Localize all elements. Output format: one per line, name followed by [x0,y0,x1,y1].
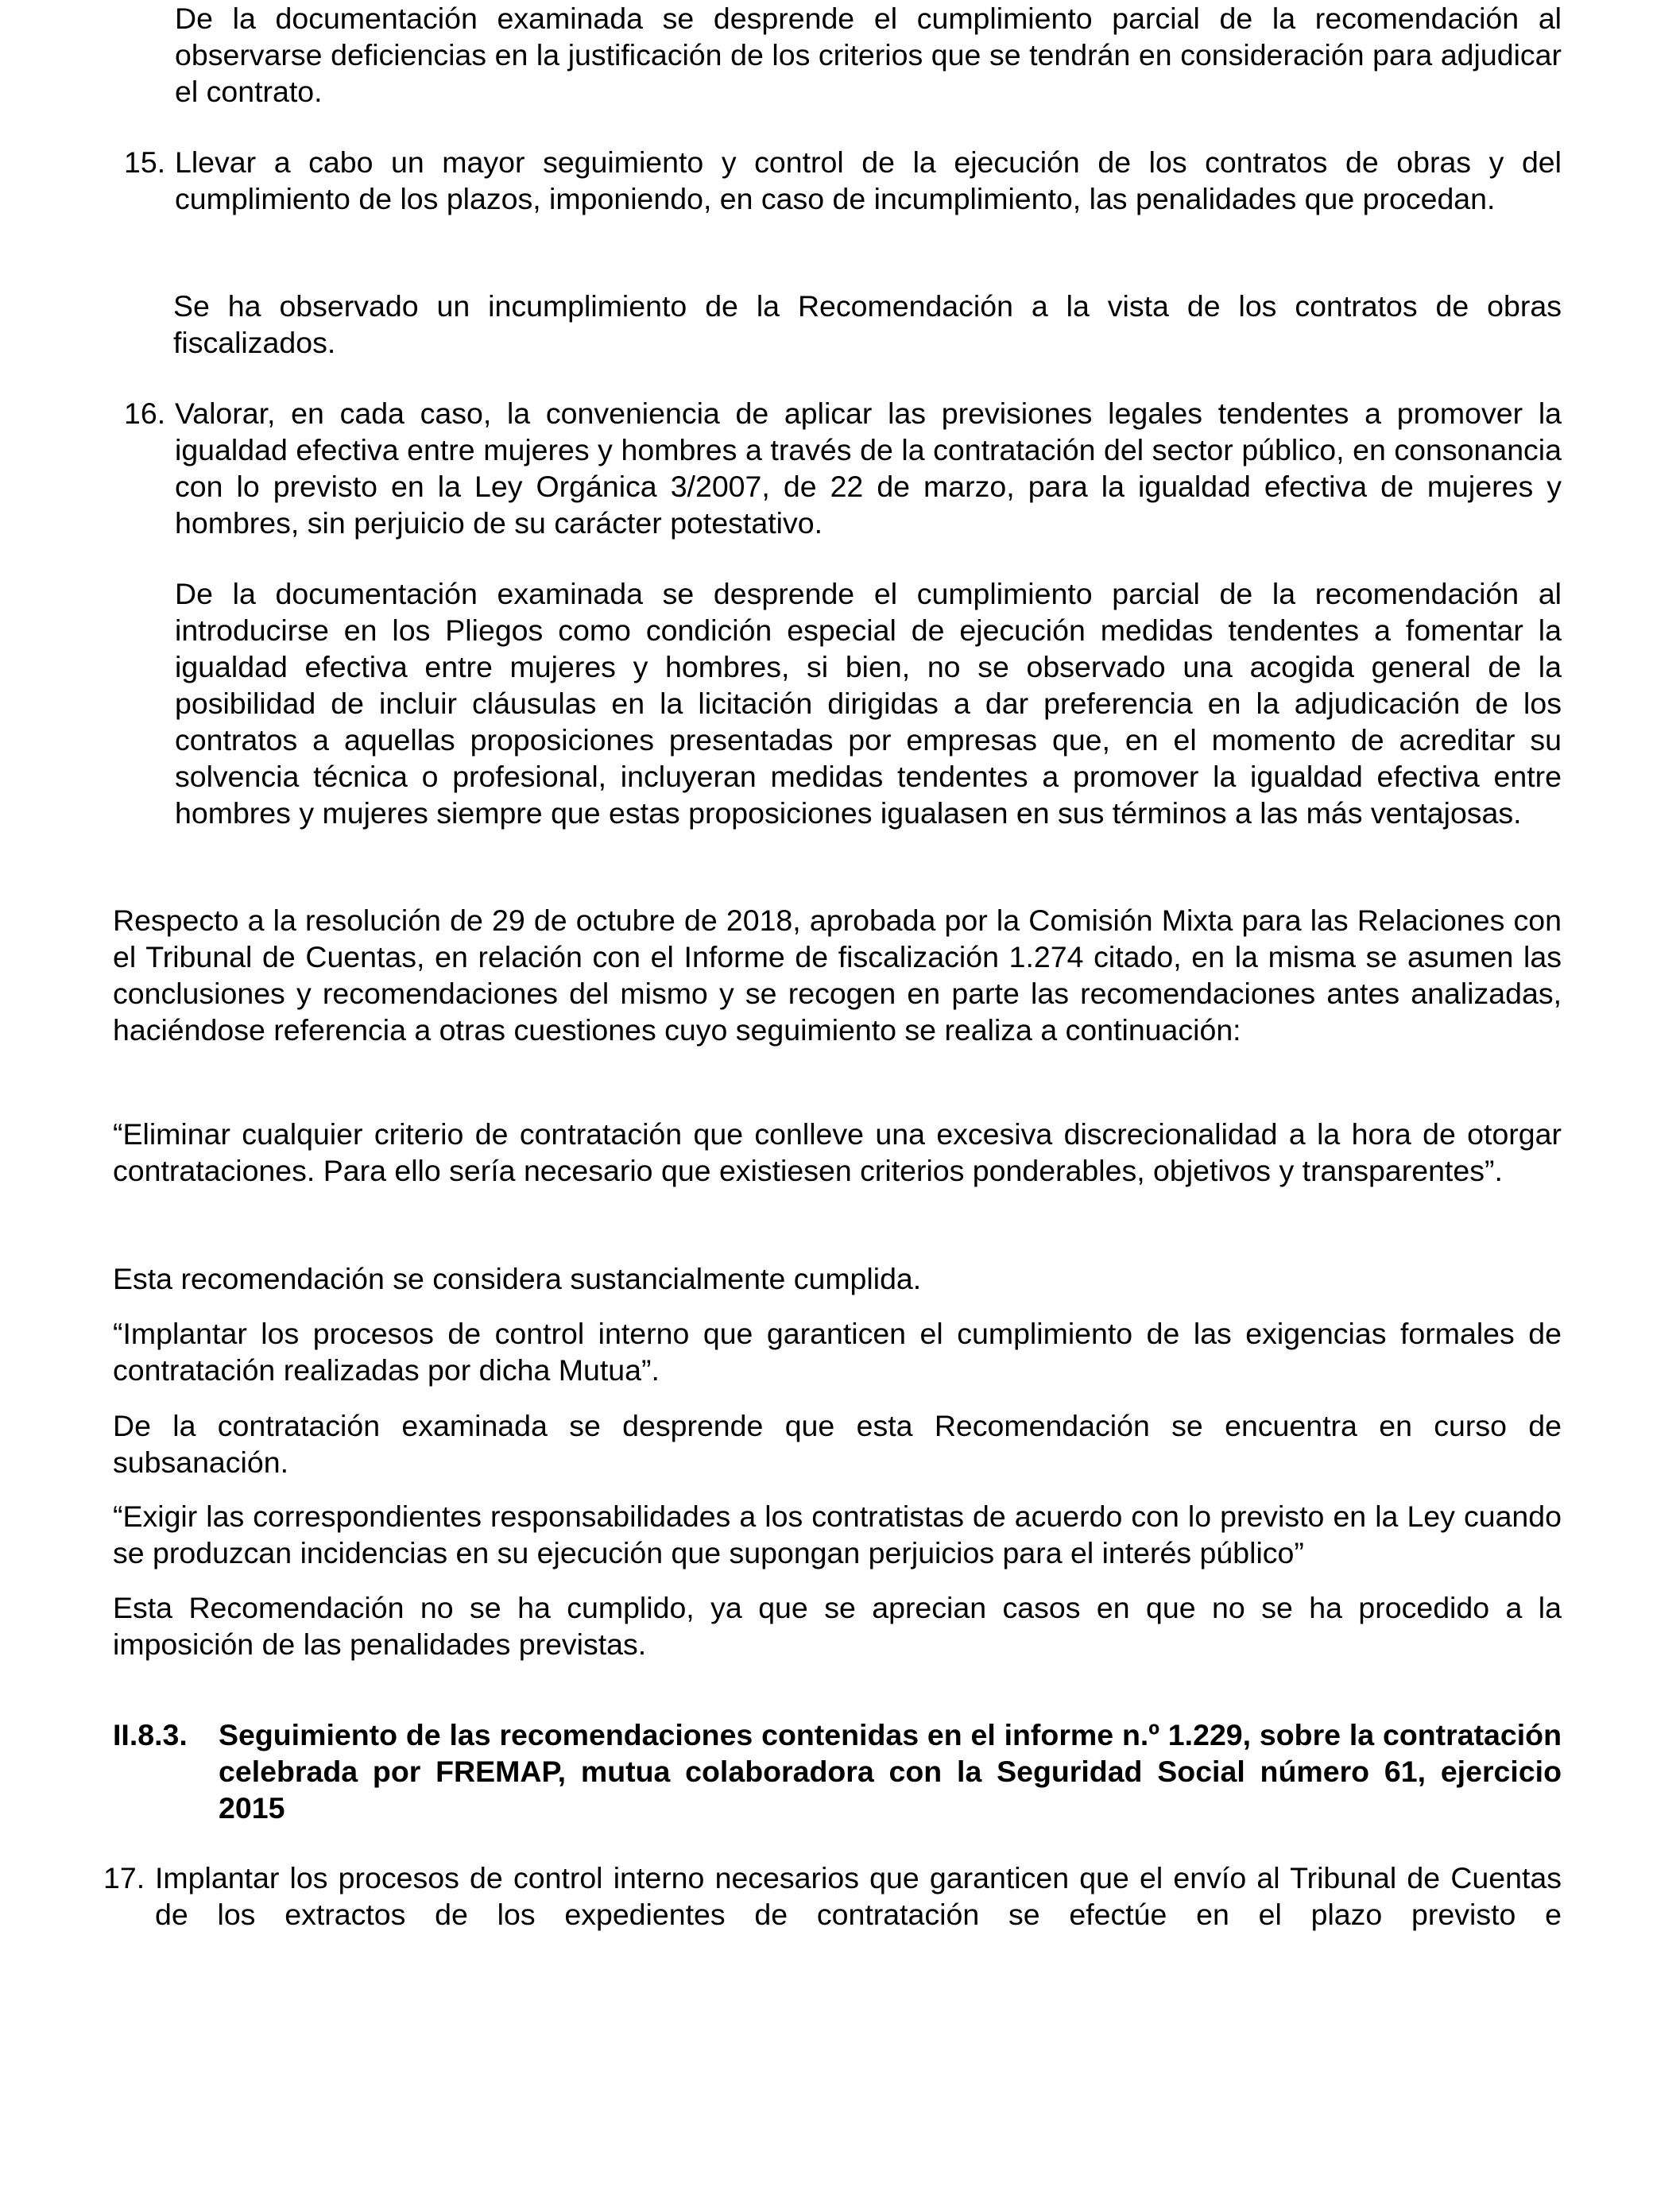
quote-2-assessment: De la contratación examinada se desprende que esta Recomendación se encuentra en curso de subsanación. [113,1409,1562,1479]
item-15-number: 15. [124,145,166,179]
paragraph-resolution: Respecto a la resolución de 29 de octubre de 2018, aprobada por la Comisión Mixta para las Relaciones con el Tribunal de Cuentas, en relación con el Informe de fiscalización 1.274 citado, en la misma se asumen las conclusiones y recomendaciones del mismo y se recogen en parte las recomendaciones antes analizadas, haciéndose referencia a otras cuestiones cuyo seguimiento se realiza a continuación: [113,904,1562,1047]
item-17-number: 17. [103,1861,145,1894]
item-16-number: 16. [124,397,166,430]
section-number: II.8.3. [113,1718,188,1751]
item-15-text: Llevar a cabo un mayor seguimiento y control de la ejecución de los contratos de obras y del cumplimiento de los plazos, imponiendo, en caso de incumplimiento, las penalidades que procedan. [175,145,1562,215]
quote-recommendation-3: “Exigir las correspondientes responsabilidades a los contratistas de acuerdo con lo previsto en la Ley cuando se produzcan incidencias en su ejecución que supongan perjuicios para el interés público” [113,1500,1562,1569]
quote-1-assessment: Esta recomendación se considera sustancialmente cumplida. [113,1262,922,1295]
quote-recommendation-1: “Eliminar cualquier criterio de contratación que conlleve una excesiva discrecionalidad a la hora de otorgar contrataciones. Para ello sería necesario que existiesen criterios ponderables, objetivos y transparentes”. [113,1117,1562,1187]
quote-3-assessment: Esta Recomendación no se ha cumplido, ya que se aprecian casos en que no se ha procedido a la imposición de las penalidades previstas. [113,1591,1562,1661]
quote-recommendation-2: “Implantar los procesos de control interno que garanticen el cumplimiento de las exigencias formales de contratación realizadas por dicha Mutua”. [113,1317,1562,1387]
paragraph-assessment-14: De la documentación examinada se desprende el cumplimiento parcial de la recomendación al observarse deficiencias en la justificación de los criterios que se tendrán en consideración para adjudicar el contrato. [175,2,1562,108]
item-16-text: Valorar, en cada caso, la conveniencia de aplicar las previsiones legales tendentes a promover la igualdad efectiva entre mujeres y hombres a través de la contratación del sector público, en consonancia con lo previsto en la Ley Orgánica 3/2007, de 22 de marzo, para la igualdad efectiva de mujeres y hombres, sin perjuicio de su carácter potestativo. [175,397,1562,540]
item-17-text: Implantar los procesos de control interno necesarios que garanticen que el envío al Tribunal de Cuentas de los extractos de los expedientes de contratación se efectúe en el plazo previsto e [155,1861,1562,1931]
item-15-assessment: Se ha observado un incumplimiento de la Recomendación a la vista de los contratos de obras fiscalizados. [173,289,1562,359]
item-16-assessment: De la documentación examinada se desprende el cumplimiento parcial de la recomendación al introducirse en los Pliegos como condición especial de ejecución medidas tendentes a fomentar la igualdad efectiva entre mujeres y hombres, si bien, no se observado una acogida general de la posibilidad de incluir cláusulas en la licitación dirigidas a dar preferencia en la adjudicación de los contratos a aquellas proposiciones presentadas por empresas que, en el momento de acreditar su solvencia técnica o profesional, incluyeran medidas tendentes a promover la igualdad efectiva entre hombres y mujeres siempre que estas proposiciones igualasen en sus términos a las más ventajosas. [175,577,1562,830]
section-heading: Seguimiento de las recomendaciones contenidas en el informe n.º 1.229, sobre la contratación celebrada por FREMAP, mutua colaboradora con la Seguridad Social número 61, ejercicio 2015 [219,1718,1562,1825]
